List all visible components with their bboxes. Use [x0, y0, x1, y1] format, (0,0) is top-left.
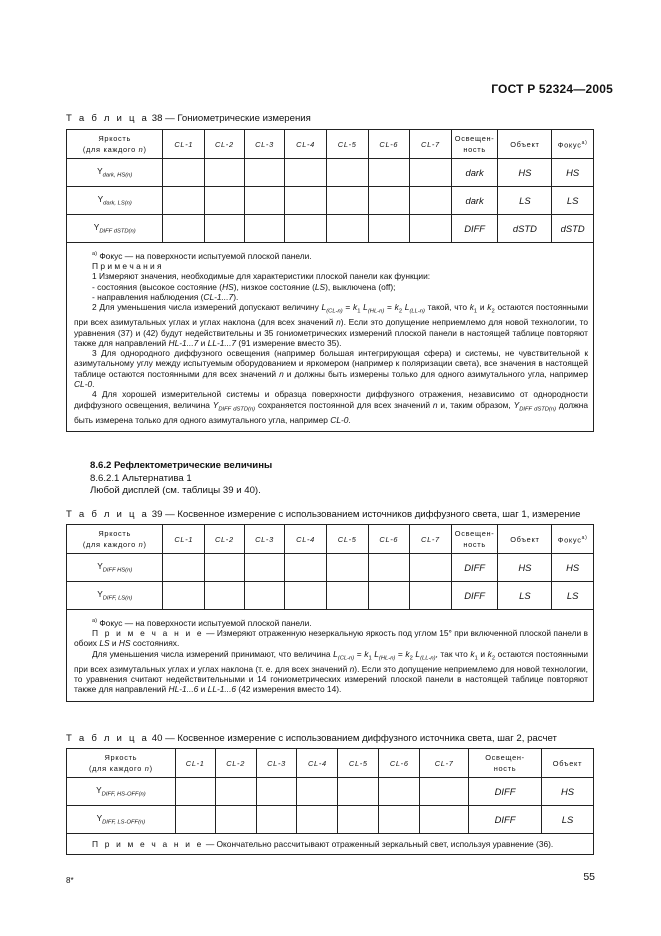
- table-40: [66, 748, 594, 855]
- standard-header: ГОСТ Р 52324—2005: [491, 82, 613, 96]
- table-row: [67, 806, 594, 834]
- object-cell: LS: [541, 806, 593, 834]
- header-object: Объект: [541, 749, 593, 778]
- table40-caption: [66, 733, 557, 744]
- table38-notes: $^{a)}$ Фокус — на поверхности испытуемой плоской панели. П р и м е ч а н и я 1 Измеряют значения, необходимые для характеристики плоской панели как функции: - состояния (высокое состояние (HS), низкое состояние (LS), выключена (off); - направления наблюдения (CL-1...7). 2 Для уменьшения числа измерений допускают величину $L_{(CL-n)} = k_1$ $L_{(HL-n)} = k_2$ $L_{(LL-n)}$ такой, что $k_1$ и $k_2$ остаются постоянными при всех азимутальных углах и углах наклона (для всех значений n). Если это допущение неприемлемо для новой технологии, то уравнения (37) и (42) будут недействительны и 35 гониометрических измерений плоской панели в настоящей таблице повторяют также для направлений HL-1...7 и LL-1...7 (91 измерение вместо 35). 3 Для однородного диффузного освещения (например большая интегрирующая сфера) и системы, не чувствительной к азимутальному углу между испытуемым оборудованием и яркомером (например к поляризации света), все значения в настоящей таблице остаются постоянными для всех значений n и должны быть измерены только для одного азимутального угла, например CL-0. 4 Для хорошей измерительной системы и образца поверхности диффузного отражения, независимо от однородности диффузного освещения, величина $Y_{DIFF dSTD(n)}$ сохраняется постоянной для всех значений n и, таким образом, $Y_{DIFF dSTD(n)}$ должна быть измерена только для одного азимутального угла, например CL-0.: [67, 243, 594, 432]
- table-row: [67, 554, 594, 582]
- illum-cell: DIFF: [451, 554, 498, 582]
- focus-cell: HS: [552, 159, 594, 187]
- object-cell: LS: [498, 582, 552, 610]
- page-number: 55: [583, 871, 595, 883]
- table-row: [67, 159, 594, 187]
- header-cl-6: CL-6: [368, 525, 410, 554]
- row-label: $Y_{DIFF, HS-OFF(n)}$: [67, 778, 176, 806]
- illum-cell: DIFF: [451, 582, 498, 610]
- illum-cell: dark: [451, 159, 498, 187]
- header-focus: Фокус$^{a)}$: [552, 525, 594, 554]
- illum-cell: DIFF: [469, 806, 542, 834]
- caption-text: 39 — Косвенное измерение с использованием источников диффузного света, шаг 1, измерение: [151, 509, 581, 520]
- header-cl-2: CL-2: [205, 525, 245, 554]
- footer-mark: 8*: [66, 876, 74, 885]
- object-cell: LS: [498, 187, 552, 215]
- table-row: [67, 778, 594, 806]
- header-cl-1: CL-1: [163, 525, 205, 554]
- header-brightness: Яркость (для каждого n): [67, 749, 176, 778]
- header-cl-7: CL-7: [420, 749, 469, 778]
- illum-cell: DIFF: [451, 215, 498, 243]
- table40-notes: П р и м е ч а н и е — Окончательно рассчитывают отраженный зеркальный свет, используя уравнение (36).: [67, 834, 594, 855]
- header-cl-7: CL-7: [410, 130, 452, 159]
- illum-cell: DIFF: [469, 778, 542, 806]
- header-object: Объект: [498, 525, 552, 554]
- object-cell: dSTD: [498, 215, 552, 243]
- focus-cell: dSTD: [552, 215, 594, 243]
- header-cl-3: CL-3: [244, 130, 285, 159]
- table-38: [66, 129, 594, 432]
- header-cl-5: CL-5: [338, 749, 379, 778]
- section-block: [90, 460, 272, 498]
- table-row: [67, 215, 594, 243]
- table39-caption: [66, 509, 580, 520]
- section-text: Любой дисплей (см. таблицы 39 и 40).: [90, 485, 261, 497]
- row-label: $Y_{DIFF, LS(n)}$: [67, 582, 163, 610]
- table-row: [67, 582, 594, 610]
- header-illumination: Освещен- ность: [451, 130, 498, 159]
- header-illumination: Освещен- ность: [469, 749, 542, 778]
- header-cl-6: CL-6: [368, 130, 410, 159]
- table-39: [66, 524, 594, 702]
- header-cl-4: CL-4: [285, 525, 327, 554]
- header-focus: Фокус$^{a)}$: [552, 130, 594, 159]
- header-cl-3: CL-3: [244, 525, 285, 554]
- header-brightness: Яркость (для каждого n): [67, 130, 163, 159]
- header-cl-1: CL-1: [175, 749, 215, 778]
- row-label: $Y_{dark, HS(n)}$: [67, 159, 163, 187]
- header-brightness: Яркость (для каждого n): [67, 525, 163, 554]
- header-cl-6: CL-6: [379, 749, 420, 778]
- header-cl-3: CL-3: [256, 749, 297, 778]
- object-cell: HS: [498, 554, 552, 582]
- section-subheading: 8.6.2.1 Альтернатива 1: [90, 472, 192, 484]
- row-label: $Y_{DIFF dSTD(n)}$: [67, 215, 163, 243]
- header-object: Объект: [498, 130, 552, 159]
- caption-prefix: Т а б л и ц а: [66, 509, 150, 520]
- caption-text: 40 — Косвенное измерение с использованием диффузного источника света, шаг 2, расчет: [151, 733, 557, 744]
- focus-cell: HS: [552, 554, 594, 582]
- caption-prefix: Т а б л и ц а: [66, 113, 150, 124]
- illum-cell: dark: [451, 187, 498, 215]
- table-row: [67, 187, 594, 215]
- caption-text: 38 — Гониометрические измерения: [151, 113, 311, 124]
- row-label: $Y_{DIFF HS(n)}$: [67, 554, 163, 582]
- header-cl-7: CL-7: [410, 525, 452, 554]
- header-cl-5: CL-5: [326, 130, 368, 159]
- object-cell: HS: [541, 778, 593, 806]
- caption-prefix: Т а б л и ц а: [66, 733, 150, 744]
- header-cl-4: CL-4: [297, 749, 338, 778]
- focus-cell: LS: [552, 582, 594, 610]
- header-cl-2: CL-2: [205, 130, 245, 159]
- row-label: $Y_{dark, LS(n)}$: [67, 187, 163, 215]
- table39-notes: $^{a)}$ Фокус — на поверхности испытуемой плоской панели. П р и м е ч а н и е — Измеряют отраженную незеркальную яркость под углом 15° при включенной плоской панели в обоих LS и HS состояниях. Для уменьшения числа измерений принимают, что величина $L_{(CL-n)} = k_1$ $L_{(HL-n)} = k_2$ $L_{(LL-n)}$, так что $k_1$ и $k_2$ остаются постоянными при всех азимутальных углах и углах наклона (т. е. для всех значений n). Если это допущение неприемлемо для новой технологии, то уравнения считают недействительными и 14 гониометрических измерений плоской панели в настоящей таблице повторяют также для направлений HL-1...6 и LL-1...6 (42 измерения вместо 14).: [67, 610, 594, 702]
- object-cell: HS: [498, 159, 552, 187]
- focus-cell: LS: [552, 187, 594, 215]
- header-cl-5: CL-5: [326, 525, 368, 554]
- header-cl-1: CL-1: [163, 130, 205, 159]
- row-label: $Y_{DIFF, LS-OFF(n)}$: [67, 806, 176, 834]
- section-heading: 8.6.2 Рефлектометрические величины: [90, 460, 273, 471]
- header-cl-4: CL-4: [285, 130, 327, 159]
- table38-caption: [66, 113, 311, 124]
- header-cl-2: CL-2: [215, 749, 256, 778]
- header-illumination: Освещен- ность: [451, 525, 498, 554]
